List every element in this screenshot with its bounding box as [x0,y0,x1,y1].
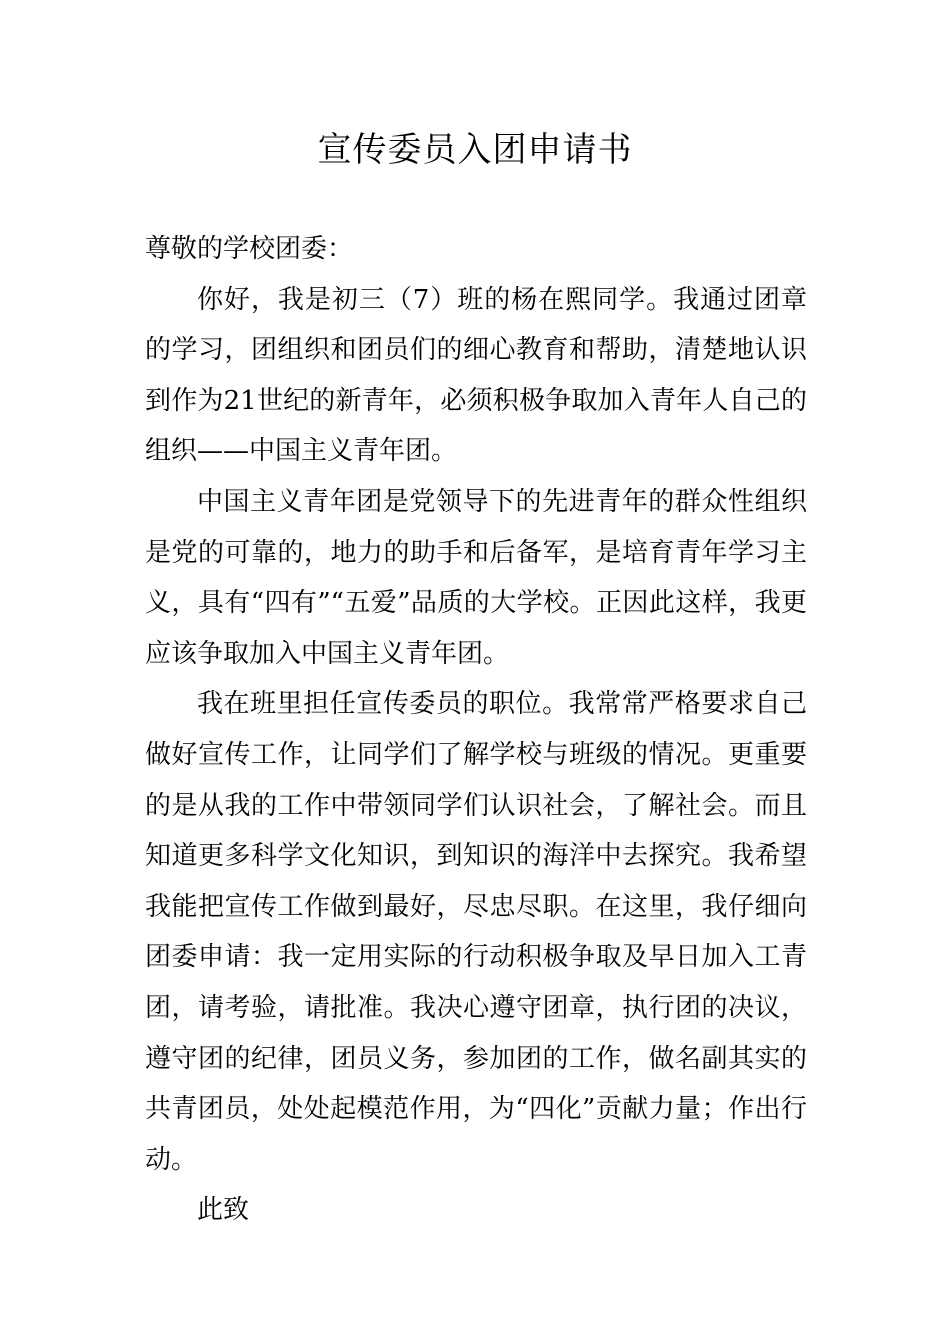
document-title: 宣传委员入团申请书 [317,130,633,170]
paragraph-commitment: 我在班里担任宣传委员的职位。我常常严格要求自己做好宣传工作，让同学们了解学校与班级的情况。更重要的是从我的工作中带领同学们认识社会，了解社会。而且知道更多科学文化知识，到知识的海洋中去探究。我希望我能把宣传工作做到最好，尽忠尽职。在这里，我仔细向团委申请：我一定用实际的行动积极争取及早日加入工青团，请考验，请批准。我决心遵守团章，执行团的决议，遵守团的纪律，团员义务，参加团的工作，做名副其实的共青团员，处处起模范作用，为“四化”贡献力量；作出行动。 [145,689,807,1175]
salutation: 尊敬的学校团委： [145,234,354,264]
paragraph-league-description: 中国主义青年团是党领导下的先进青年的群众性组织是党的可靠的，地力的助手和后备军，是培育青年学习主义，具有“四有”“五爱”品质的大学校。正因此这样，我更应该争取加入中国主义青年团。 [145,486,807,669]
paragraph-introduction: 你好，我是初三（7）班的杨在熙同学。我通过团章的学习，团组织和团员们的细心教育和帮助，清楚地认识到作为21世纪的新青年，必须积极争取加入青年人自己的组织——中国主义青年团。 [145,284,807,467]
document-body [145,224,807,1236]
closing-salutation: 此致 [197,1195,250,1226]
